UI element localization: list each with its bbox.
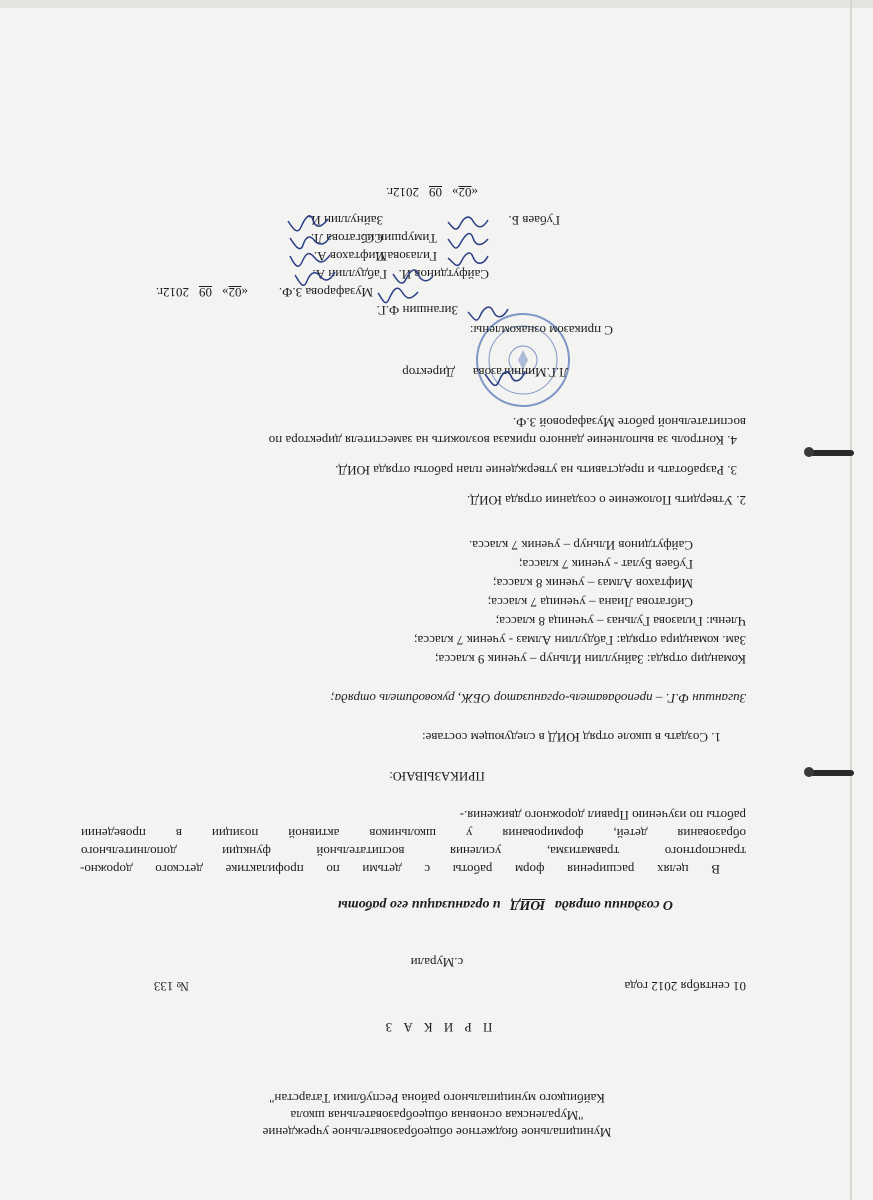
item-3: 3. Разработать и представить на утверждение план работы отряда ЮИД. xyxy=(335,463,737,478)
ack-name-2: Музафарова З.Ф. xyxy=(278,285,373,300)
leader-line: Зиганшин Ф.Г. – преподаватель-организатор ОБЖ, руководитель отряда; xyxy=(330,691,746,706)
intro-line-1: В целях расширения форм работы с детьми по профилактике детского дорожно- xyxy=(80,862,720,877)
director-label: Директор xyxy=(402,365,455,380)
ack-name-8: Гилазова Г. xyxy=(374,249,437,264)
ack-date-1-day: 02 xyxy=(228,285,242,300)
order-number: № 133 xyxy=(153,979,189,994)
member-commander: Командир отряда: Зайнуллин Ильнур – ученик 9 класса; xyxy=(434,652,746,667)
ack-name-5: Сибгатова Л. xyxy=(310,231,383,246)
doc-type: П Р И К А З xyxy=(381,1020,493,1035)
header-line-3: Кайбицкого муниципального района Республики Татарстан" xyxy=(269,1091,605,1106)
order-title xyxy=(338,896,673,912)
director-name: Л.Г.Миннигазова xyxy=(472,365,568,380)
ack-name-6: Зайнуллин И. xyxy=(308,213,383,228)
item-4: 4. Контроль за выполнение данного приказа возложить на заместителя директора по xyxy=(268,433,737,448)
signature-1 xyxy=(465,304,511,322)
ack-date-1: «02»092012г. xyxy=(155,285,248,300)
member-5: Сайфутдинов Ильнур – ученик 7 класса. xyxy=(468,538,693,553)
title-part-1: О создании отряда xyxy=(554,897,673,912)
ack-name-7: Сайфутдинов И. xyxy=(398,267,489,282)
header-line-1: Муниципальное бюджетное общеобразовательное учреждение xyxy=(262,1125,612,1140)
order-place: с.Мурали xyxy=(410,955,464,970)
member-4: Губаев Булат - ученик 7 класса; xyxy=(518,557,693,572)
title-part-2: и организации его работы xyxy=(337,897,501,912)
member-2: Сибгатова Лиана – ученица 7 класса; xyxy=(487,595,693,610)
signature-7 xyxy=(445,232,491,250)
signature-8 xyxy=(287,232,333,250)
item-4-cont: воспитательной работе Музафаровой З.Ф. xyxy=(512,415,746,430)
header-line-2: "Мураленская основная общеобразовательная школа xyxy=(290,1108,584,1123)
signature-5 xyxy=(445,250,491,268)
ack-date-2-year: 2012г. xyxy=(385,185,419,200)
intro-line-4: работы по изучению Правил дорожного движения.- xyxy=(459,808,746,823)
signature-6 xyxy=(287,250,333,268)
order-date: 01 сентября 2012 года xyxy=(624,979,746,994)
ack-date-1-month: 09 xyxy=(199,285,212,300)
member-3: Мифтахов Алмаз – ученик 8 класса; xyxy=(492,576,693,591)
intro-line-2: транспортного травматизма, усиления воспитательной функции дополнительного xyxy=(81,844,746,859)
ack-date-2-month: 09 xyxy=(429,185,442,200)
ack-name-3: Габдуллин А. xyxy=(312,267,387,282)
order-word: ПРИКАЗЫВАЮ: xyxy=(389,769,485,784)
acquainted-label: С приказом ознакомлены: xyxy=(469,323,613,338)
signature-2 xyxy=(375,286,421,304)
signature-9 xyxy=(445,214,491,232)
intro-line-3: образования детей, формирования у школьников активной позиции в проведении xyxy=(81,826,746,841)
title-abbr: ЮИД xyxy=(510,897,546,912)
signature-3 xyxy=(390,268,436,286)
ack-date-2: «02»092012г. xyxy=(385,185,478,200)
director-signature xyxy=(482,368,528,386)
ack-name-1: Зиганшин Ф.Г. xyxy=(376,303,458,318)
signature-4 xyxy=(292,268,338,286)
item-1: 1. Создать в школе отряд ЮИД в следующем составе: xyxy=(422,730,721,745)
ack-name-4: Мифтахов А. xyxy=(313,249,387,264)
ack-name-10: Губаев Б. xyxy=(508,213,560,228)
ack-date-1-year: 2012г. xyxy=(155,285,189,300)
signature-10 xyxy=(285,214,331,232)
ack-name-9: Тимуршин С. xyxy=(362,231,437,246)
ack-date-2-day: 02 xyxy=(458,185,472,200)
member-deputy: Зам. командира отряда: Габдуллин Алмаз - ученик 7 класса; xyxy=(413,633,746,648)
member-1: Члены: Гилазова Гульназ – ученица 8 класса; xyxy=(495,614,746,629)
item-2: 2. Утвердить Положение о создании отряда ЮИД. xyxy=(467,493,746,508)
